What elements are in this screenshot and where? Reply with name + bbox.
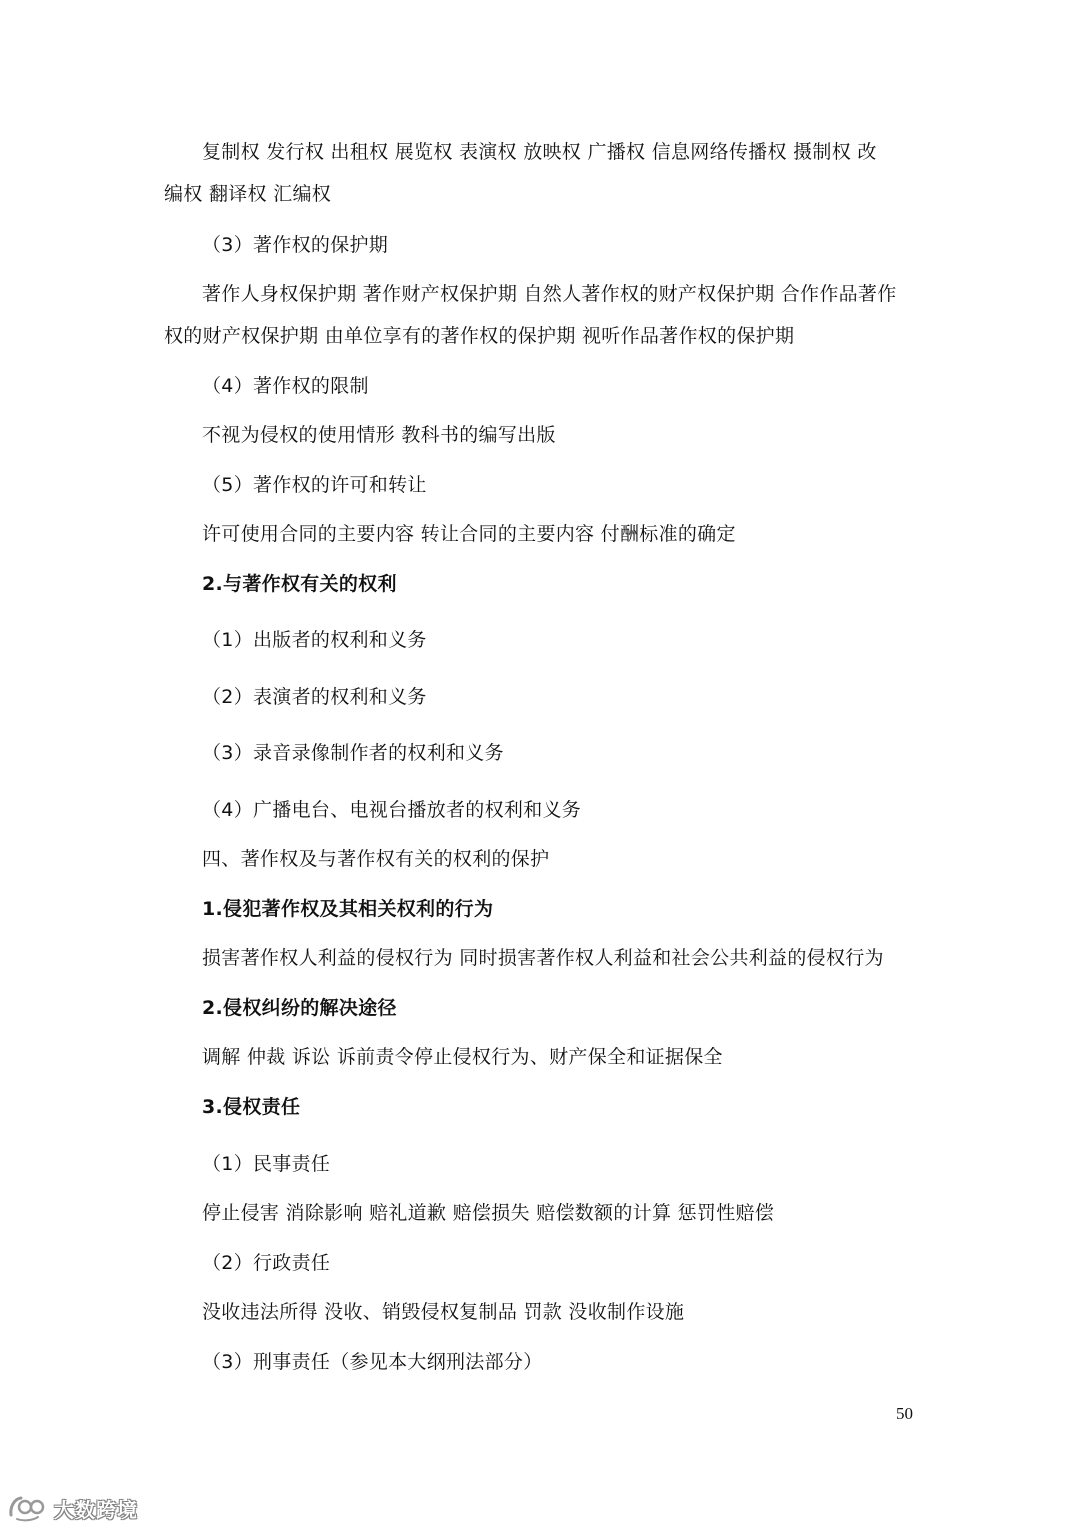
text-line-dispute-resolution: 调解 仲裁 诉讼 诉前责令停止侵权行为、财产保全和证据保全 [202, 1046, 723, 1068]
text-line-civil-liability: 停止侵害 消除影响 赔礼道歉 赔偿损失 赔偿数额的计算 惩罚性赔偿 [202, 1202, 775, 1224]
subheading-administrative-liability: （2）行政责任 [202, 1252, 331, 1274]
subheading-civil-liability: （1）民事责任 [202, 1153, 331, 1175]
subheading-publisher: （1）出版者的权利和义务 [202, 629, 427, 651]
subheading-limitations: （4）著作权的限制 [202, 375, 369, 397]
brand-logo-icon [8, 1493, 48, 1523]
text-line-protection-period-cont: 权的财产权保护期 由单位享有的著作权的保护期 视听作品著作权的保护期 [164, 325, 795, 347]
watermark-text: 大数跨境 [54, 1497, 138, 1522]
text-line-infringement-acts: 损害著作权人利益的侵权行为 同时损害著作权人利益和社会公共利益的侵权行为 [202, 947, 884, 969]
text-line-limitations: 不视为侵权的使用情形 教科书的编写出版 [202, 424, 556, 446]
heading-dispute-resolution: 2.侵权纠纷的解决途径 [202, 997, 397, 1019]
text-line-license-transfer: 许可使用合同的主要内容 转让合同的主要内容 付酬标准的确定 [202, 523, 736, 545]
subheading-license-transfer: （5）著作权的许可和转让 [202, 474, 427, 496]
text-line-rights-list: 复制权 发行权 出租权 展览权 表演权 放映权 广播权 信息网络传播权 摄制权 改 [202, 141, 877, 163]
heading-infringement-acts: 1.侵犯著作权及其相关权利的行为 [202, 898, 494, 920]
text-line-protection-period: 著作人身权保护期 著作财产权保护期 自然人著作权的财产权保护期 合作作品著作 [202, 283, 897, 305]
heading-section-four: 四、著作权及与著作权有关的权利的保护 [202, 848, 550, 870]
text-line-administrative-liability: 没收违法所得 没收、销毁侵权复制品 罚款 没收制作设施 [202, 1301, 685, 1323]
text-line-rights-list-cont: 编权 翻译权 汇编权 [164, 183, 332, 205]
subheading-broadcaster: （4）广播电台、电视台播放者的权利和义务 [202, 799, 582, 821]
subheading-criminal-liability: （3）刑事责任（参见本大纲刑法部分） [202, 1351, 543, 1373]
heading-liability: 3.侵权责任 [202, 1096, 301, 1118]
subheading-recording-producer: （3）录音录像制作者的权利和义务 [202, 742, 504, 764]
watermark [8, 1490, 138, 1526]
subheading-performer: （2）表演者的权利和义务 [202, 686, 427, 708]
page-number: 50 [896, 1404, 913, 1423]
heading-related-rights: 2.与著作权有关的权利 [202, 573, 397, 595]
subheading-protection-period: （3）著作权的保护期 [202, 234, 389, 256]
